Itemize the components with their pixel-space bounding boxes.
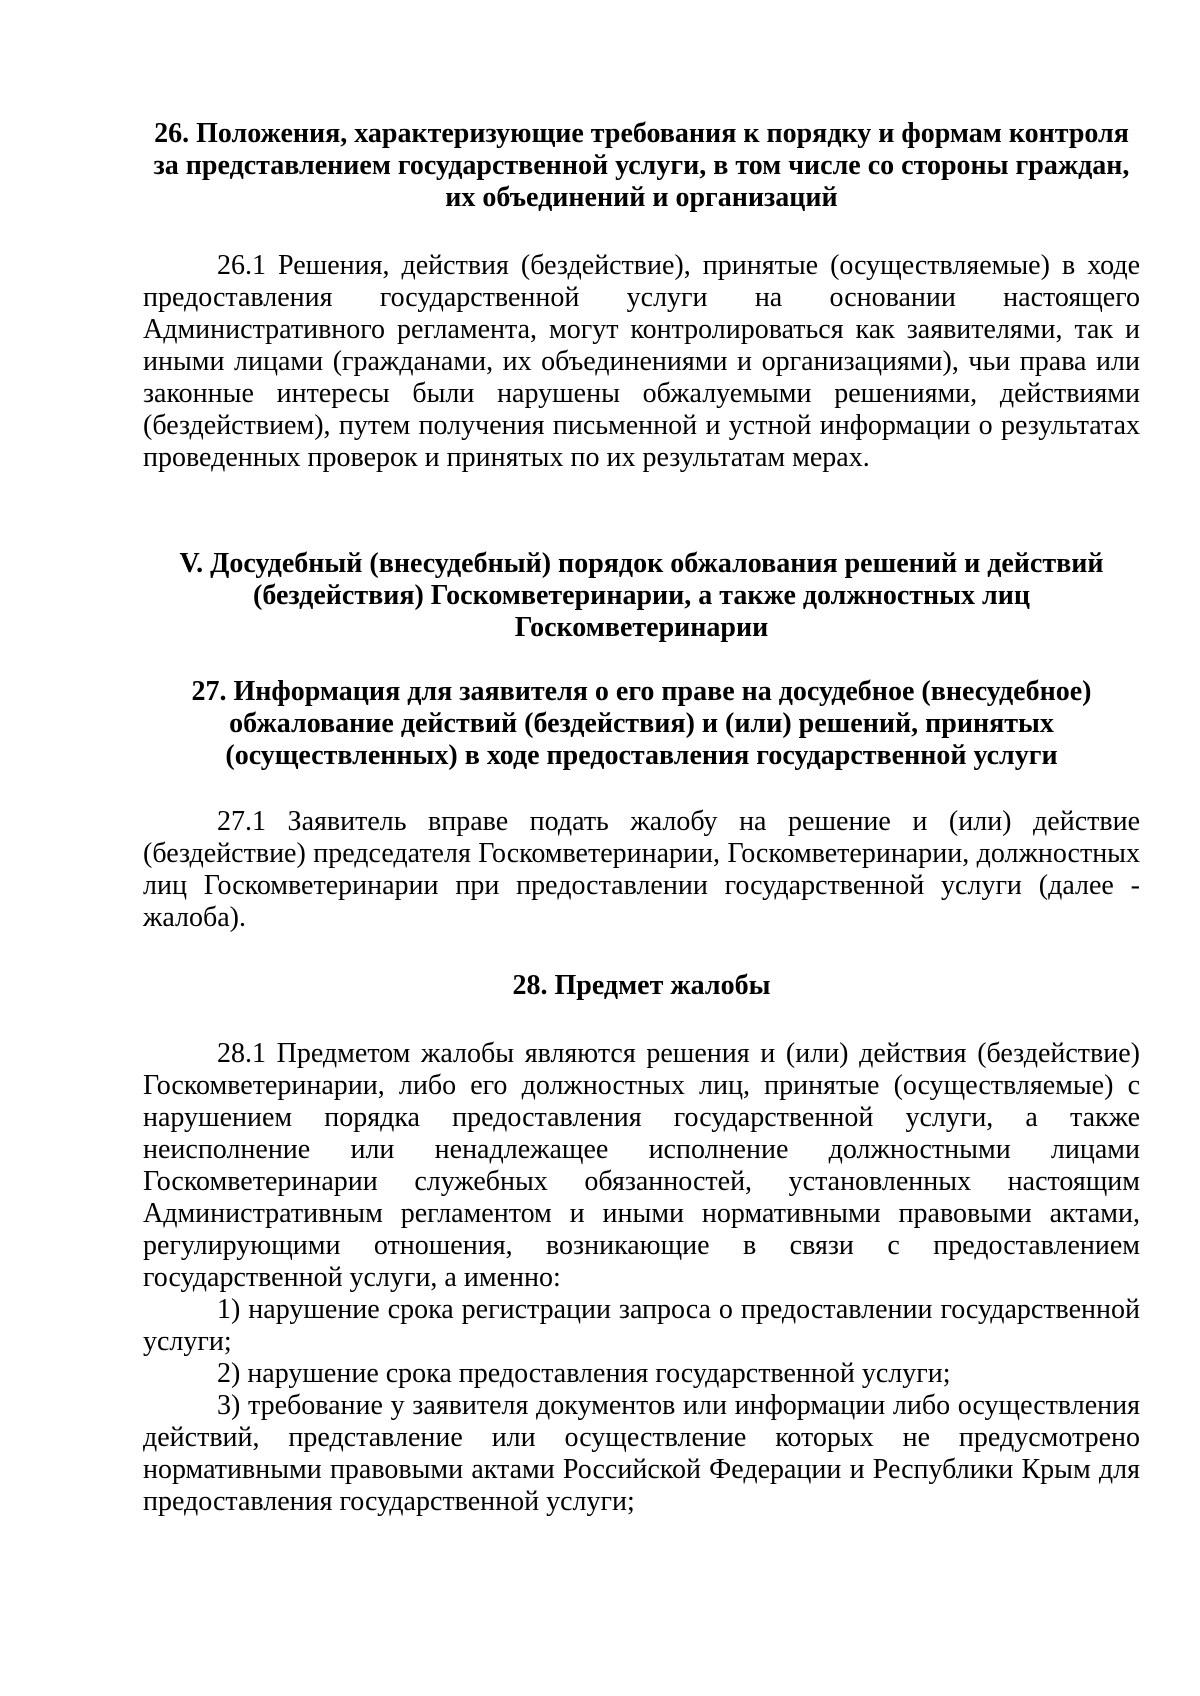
section-heading-26: 26. Положения, характеризующие требования к порядку и формам контроля за представлением государственной услуги, в том числе со стороны граждан, их объединений и организаций bbox=[153, 118, 1130, 213]
section-heading-27: 27. Информация для заявителя о его праве на досудебное (внесудебное) обжалование действий (бездействия) и (или) решений, принятых (осуществленных) в ходе предоставления государственной услуги bbox=[191, 676, 1092, 771]
paragraph-28-1: 28.1 Предметом жалобы являются решения и (или) действия (бездействие) Госкомветеринарии, либо его должностных лиц, принятые (осуществляемые) с нарушением порядка предоставления государственной услуги, а также неисполнение или ненадлежащее исполнение должностными лицами Госкомветеринарии служебных обязанностей, установленных настоящим Административным регламентом и иными нормативными правовыми актами, регулирующими отношения, возникающие в связи с предоставлением государственной услуги, а именно: bbox=[143, 1038, 1140, 1293]
list-item: 2) нарушение срока предоставления государственной услуги; bbox=[217, 1358, 951, 1389]
chapter-heading-v: V. Досудебный (внесудебный) порядок обжалования решений и действий (бездействия) Госкомветеринарии, а также должностных лиц Госкомветеринарии bbox=[179, 548, 1104, 643]
paragraph-26-1: 26.1 Решения, действия (бездействие), принятые (осуществляемые) в ходе предоставления государственной услуги на основании настоящего Административного регламента, могут контролироваться как заявителями, так и иными лицами (гражданами, их объединениями и организациями), чьи права или законные интересы были нарушены обжалуемыми решениями, действиями (бездействием), путем получения письменной и устной информации о результатах проведенных проверок и принятых по их результатам мерах. bbox=[143, 250, 1140, 473]
list-item: 3) требование у заявителя документов или информации либо осуществления действий, представление или осуществление которых не предусмотрено нормативными правовыми актами Российской Федерации и Республики Крым для предоставления государственной услуги; bbox=[143, 1390, 1140, 1517]
document-body bbox=[143, 118, 1140, 1518]
paragraph-27-1: 27.1 Заявитель вправе подать жалобу на решение и (или) действие (бездействие) председателя Госкомветеринарии, Госкомветеринарии, должностных лиц Госкомветеринарии при предоставлении государственной услуги (далее - жалоба). bbox=[143, 806, 1140, 933]
list-item: 1) нарушение срока регистрации запроса о предоставлении государственной услуги; bbox=[143, 1294, 1140, 1357]
section-heading-28: 28. Предмет жалобы bbox=[512, 970, 771, 1001]
